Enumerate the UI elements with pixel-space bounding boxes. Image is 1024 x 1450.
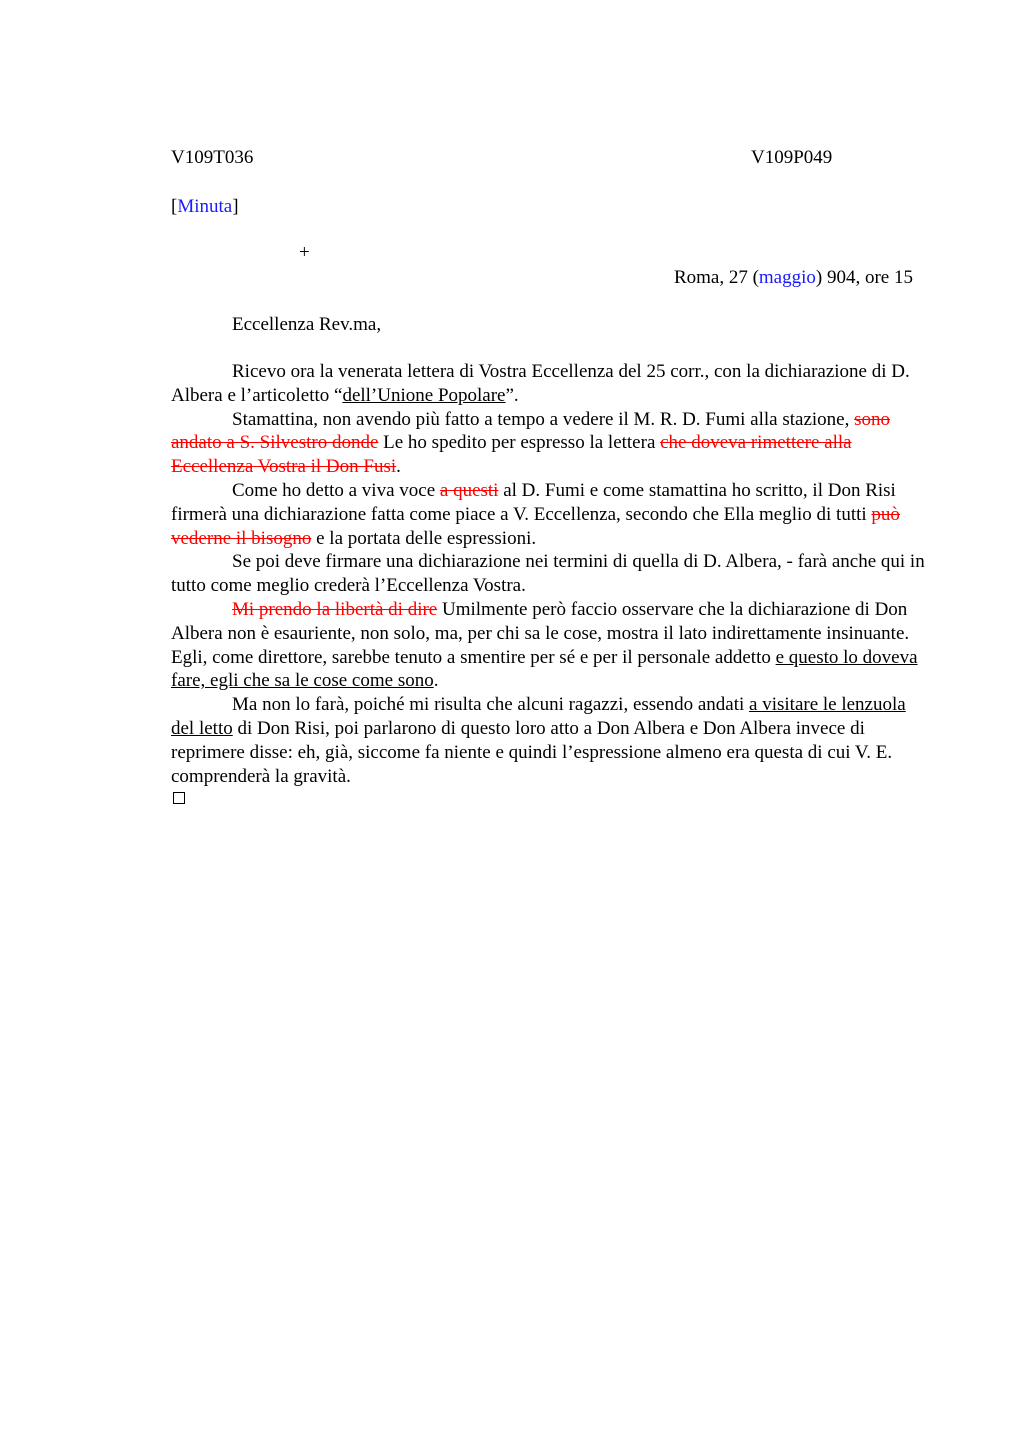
dateline-month: maggio <box>758 267 816 288</box>
p6-text: Ma non lo farà, poiché mi risulta che alcuni ragazzi, essendo andati <box>232 694 750 716</box>
end-square-icon <box>173 792 185 804</box>
dateline-place-day: Roma, 27 ( <box>673 267 759 288</box>
p1-underlined: dell’Unione Popolare <box>342 384 506 406</box>
p6-text-end: di Don Risi, poi parlarono di questo loro atto a Don Albera e Don Albera invece di reprimere disse: eh, già, siccome fa niente e quindi l’espressione almeno era questa di cui V. E. comprenderà la gravità. <box>171 717 893 787</box>
minuta-bracket-open: [ <box>171 196 178 217</box>
dateline <box>674 266 913 290</box>
salutation: Eccellenza Rev.ma, <box>232 314 382 335</box>
p3-text-mid: al D. Fumi e come stamattina ho scritto, il Don Risi firmerà una dichiarazione fatta come piace a V. Eccellenza, secondo che Ella meglio di tutti <box>171 479 896 525</box>
minuta-label <box>171 195 239 219</box>
p6-underlined: a visitare le lenzuola del letto <box>171 694 906 739</box>
p3-text: Come ho detto a viva voce <box>232 479 440 501</box>
p2-text: Stamattina, non avendo più fatto a tempo a vedere il M. R. D. Fumi alla stazione, <box>232 408 855 430</box>
p5-text: Umilmente però faccio osservare che la dichiarazione di Don Albera non è esauriente, non solo, ma, per chi sa le cose, mostra il lato indirettamente insinuante. Egli, come direttore, sarebbe tenuto a smentire per sé e per il personale addetto <box>171 598 910 668</box>
p5-deletion-1: Mi prendo la libertà di dire <box>232 598 438 620</box>
cross-mark: + <box>299 242 310 263</box>
p1-text-end: ”. <box>505 384 519 406</box>
p3-deletion-2: può vederne il bisogno <box>171 503 900 549</box>
paragraph-1 <box>171 360 927 408</box>
right-archive-code: V109P049 <box>751 147 833 168</box>
letter-body <box>171 360 927 788</box>
p5-underlined: e questo lo doveva fare, egli che sa le cose come sono <box>171 646 918 692</box>
paragraph-6 <box>171 693 927 788</box>
paragraph-2 <box>171 408 927 479</box>
p3-text-end: e la portata delle espressioni. <box>311 527 537 549</box>
p2-text-mid: Le ho spedito per espresso la lettera <box>378 432 661 454</box>
minuta-bracket-close: ] <box>232 196 239 217</box>
paragraph-4 <box>171 550 927 598</box>
paragraph-3 <box>171 479 927 550</box>
p2-deletion-1: sono andato a S. Silvestro donde <box>171 408 891 454</box>
dateline-year-time: ) 904, ore 15 <box>815 267 913 288</box>
p2-text-end: . <box>396 456 401 478</box>
paragraph-5 <box>171 598 927 693</box>
p2-deletion-2: che doveva rimettere alla Eccellenza Vostra il Don Fusi <box>171 432 852 478</box>
minuta-text: Minuta <box>177 196 233 217</box>
p1-text: Ricevo ora la venerata lettera di Vostra Eccellenza del 25 corr., con la dichiarazione di D. Albera e l’articoletto “ <box>171 361 910 406</box>
document-page <box>171 0 927 1450</box>
p4-text: Se poi deve firmare una dichiarazione nei termini di quella di D. Albera, - farà anche qui in tutto come meglio crederà l’Eccellenza Vostra. <box>171 551 925 597</box>
p3-deletion-1: a questi <box>439 479 499 501</box>
left-archive-code: V109T036 <box>171 147 254 168</box>
p5-text-end: . <box>433 670 439 692</box>
